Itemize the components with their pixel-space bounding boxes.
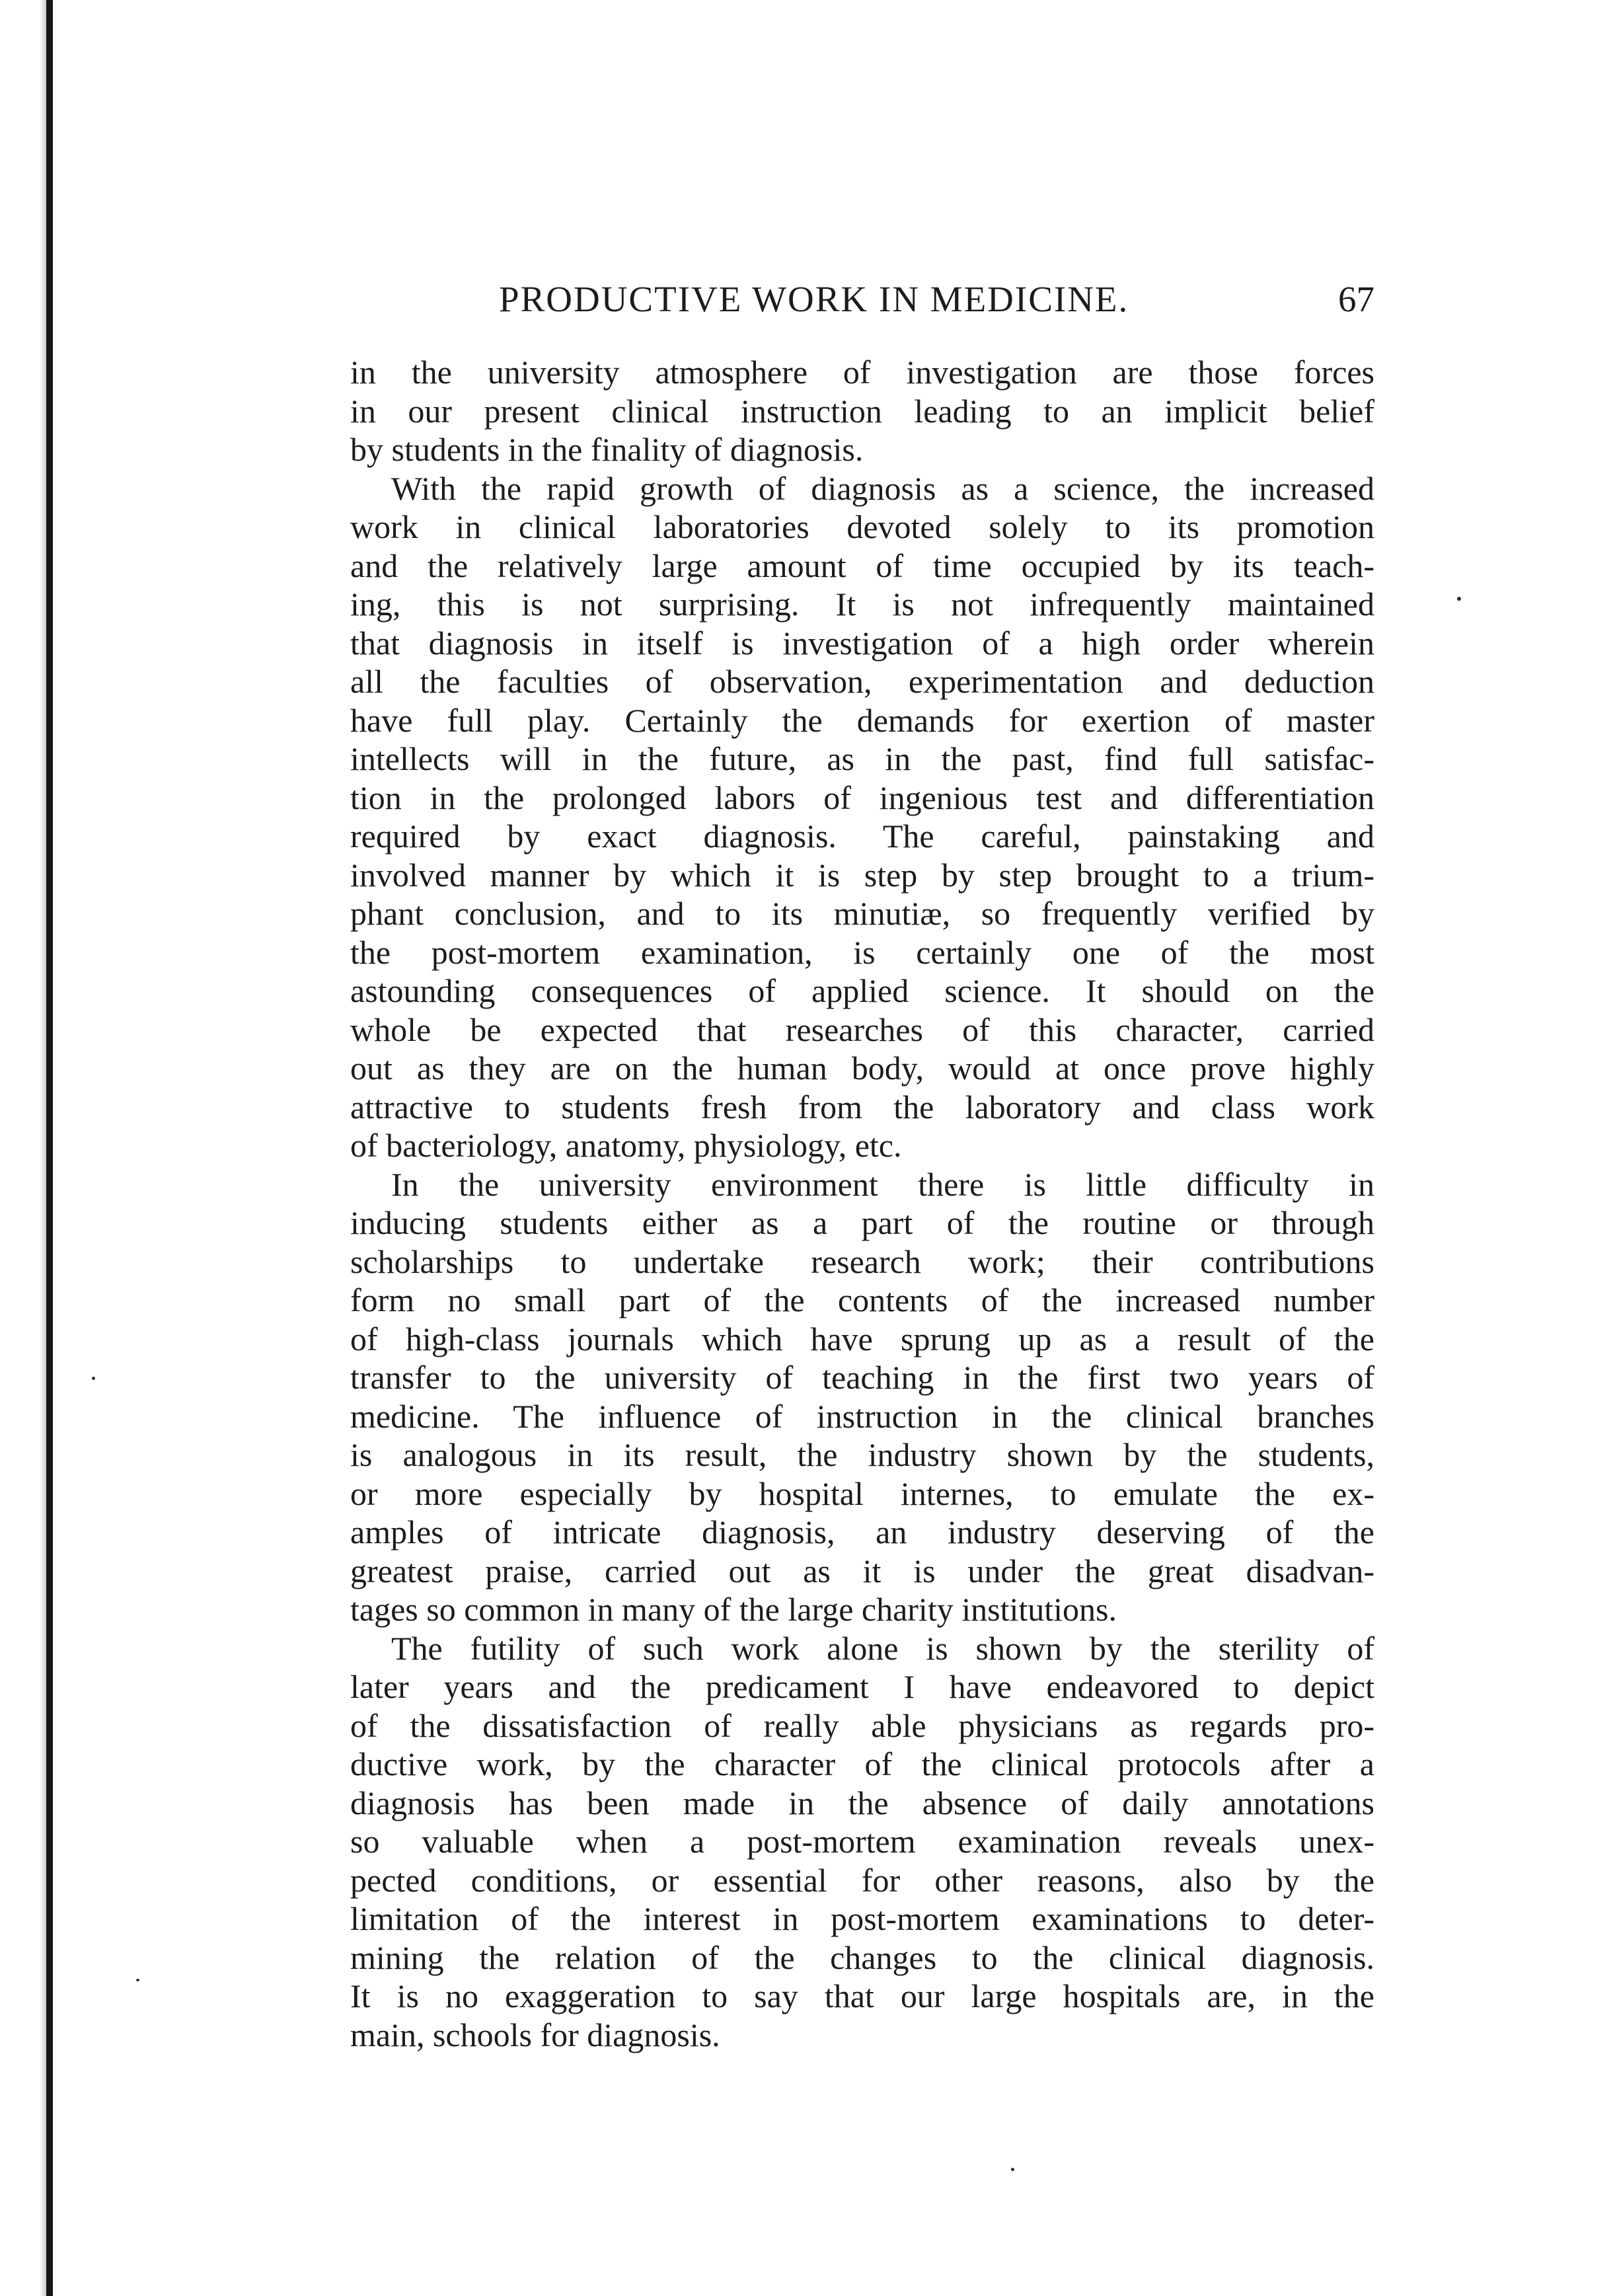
- text-line: tages so common in many of the large charity institutions.: [350, 1591, 1117, 1628]
- text-line: inducing students either as a part of the routine or through: [350, 1204, 1374, 1241]
- text-line: limitation of the interest in post-mortem examinations to deter-: [350, 1900, 1374, 1937]
- text-line: greatest praise, carried out as it is under the great disadvan-: [350, 1552, 1374, 1589]
- text-line: form no small part of the contents of the increased number: [350, 1282, 1374, 1319]
- text-line: tion in the prolonged labors of ingenious test and differentiation: [350, 779, 1374, 816]
- text-line: It is no exaggeration to say that our large hospitals are, in the: [350, 1977, 1374, 2014]
- text-line: work in clinical laboratories devoted solely to its promotion: [350, 508, 1374, 545]
- text-line: With the rapid growth of diagnosis as a science, the increased: [391, 469, 1374, 507]
- text-line: so valuable when a post-mortem examination reveals unex-: [350, 1823, 1374, 1860]
- scan-speck: [1457, 597, 1461, 601]
- text-line: is analogous in its result, the industry shown by the students,: [350, 1436, 1374, 1473]
- running-head: [350, 276, 1374, 323]
- text-line: amples of intricate diagnosis, an industry deserving of the: [350, 1513, 1374, 1550]
- text-line: In the university environment there is little difficulty in: [391, 1165, 1374, 1203]
- text-line: of high-class journals which have sprung up as a result of the: [350, 1320, 1374, 1358]
- text-line: of bacteriology, anatomy, physiology, etc.: [350, 1127, 902, 1164]
- scan-speck: [136, 1979, 139, 1981]
- text-line: required by exact diagnosis. The careful, painstaking and: [350, 818, 1374, 855]
- text-line: The futility of such work alone is shown by the sterility of: [391, 1629, 1374, 1667]
- text-line: scholarships to undertake research work; their contributions: [350, 1243, 1374, 1280]
- binding-edge: [46, 0, 53, 2296]
- text-line: ductive work, by the character of the clinical protocols after a: [350, 1745, 1374, 1782]
- text-line: transfer to the university of teaching in the first two years of: [350, 1359, 1374, 1396]
- scan-speck: [1011, 2168, 1014, 2171]
- text-line: attractive to students fresh from the laboratory and class work: [350, 1088, 1374, 1126]
- text-line: intellects will in the future, as in the past, find full satisfac-: [350, 740, 1374, 777]
- text-line: pected conditions, or essential for other reasons, also by the: [350, 1861, 1374, 1899]
- text-line: have full play. Certainly the demands for exertion of master: [350, 701, 1374, 739]
- scan-speck: [92, 1377, 95, 1380]
- text-line: medicine. The influence of instruction in the clinical branches: [350, 1397, 1374, 1435]
- text-line: in the university atmosphere of investigation are those forces: [350, 354, 1374, 391]
- text-line: later years and the predicament I have endeavored to depict: [350, 1668, 1374, 1705]
- text-line: phant conclusion, and to its minutiæ, so frequently verified by: [350, 895, 1374, 932]
- page-number: 67: [1338, 279, 1374, 319]
- body-text: [350, 353, 1374, 2054]
- text-line: all the faculties of observation, experimentation and deduction: [350, 663, 1374, 700]
- text-line: mining the relation of the changes to the clinical diagnosis.: [350, 1938, 1374, 1976]
- text-line: diagnosis has been made in the absence of daily annotations: [350, 1784, 1374, 1821]
- text-line: main, schools for diagnosis.: [350, 2016, 720, 2053]
- text-line: that diagnosis in itself is investigation of a high order wherein: [350, 624, 1374, 662]
- running-title: PRODUCTIVE WORK IN MEDICINE.: [499, 279, 1129, 319]
- text-line: ing, this is not surprising. It is not infrequently maintained: [350, 586, 1374, 623]
- text-line: whole be expected that researches of this character, carried: [350, 1011, 1374, 1048]
- text-line: involved manner by which it is step by step brought to a trium-: [350, 856, 1374, 894]
- text-line: and the relatively large amount of time occupied by its teach-: [350, 547, 1374, 584]
- text-line: by students in the finality of diagnosis.: [350, 431, 864, 468]
- text-line: of the dissatisfaction of really able physicians as regards pro-: [350, 1706, 1374, 1744]
- text-line: in our present clinical instruction leading to an implicit belief: [350, 392, 1374, 430]
- text-line: or more especially by hospital internes, to emulate the ex-: [350, 1474, 1374, 1512]
- text-line: astounding consequences of applied science. It should on the: [350, 972, 1374, 1009]
- text-line: out as they are on the human body, would at once prove highly: [350, 1050, 1374, 1087]
- text-line: the post-mortem examination, is certainly one of the most: [350, 933, 1374, 971]
